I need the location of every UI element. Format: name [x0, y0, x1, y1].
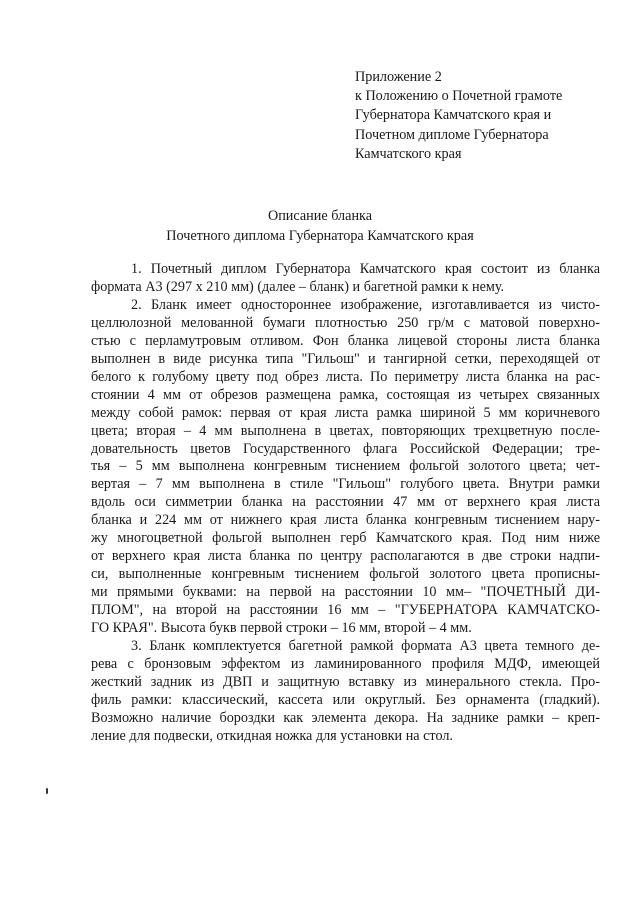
body-line: бланка и 224 мм от нижнего края листа бланка конгревным тиснением нару- [91, 512, 600, 529]
document-body [91, 261, 600, 746]
title-line: Описание бланка [267, 208, 373, 224]
title-line: Почетного диплома Губернатора Камчатского края [166, 228, 474, 244]
body-line: ГО КРАЯ". Высота букв первой строки – 16 мм, второй – 4 мм. [91, 620, 472, 637]
appendix-line: Почетном дипломе Губернатора [355, 126, 549, 143]
body-line: филь рамки: классический, кассета или округлый. Без орнамента (гладкий). [91, 691, 600, 708]
body-line: 3. Бланк комплектуется багетной рамкой формата А3 цвета темного де- [131, 638, 600, 655]
appendix-line: Губернатора Камчатского края и [355, 107, 552, 124]
scan-speck [46, 788, 48, 794]
body-line: вдоль оси симметрии бланка на расстоянии 47 мм от верхнего края листа [91, 494, 600, 511]
body-line: 1. Почетный диплом Губернатора Камчатского края состоит из бланка [131, 261, 600, 277]
body-line: ПЛОМ", на второй на расстоянии 16 мм – "ГУБЕРНАТОРА КАМЧАТСКО- [91, 602, 600, 619]
body-line: целлюлозной мелованной бумаги плотностью 250 гр/м с матовой поверхно- [91, 314, 600, 331]
body-line: рева с бронзовым эффектом из ламинированного профиля МДФ, имеющей [91, 655, 600, 672]
body-line: белого к голубому цвету под обрез листа. По периметру листа бланка на рас- [91, 368, 600, 385]
body-line: ление для подвески, откидная ножка для установки на стол. [91, 727, 453, 744]
body-line: тья – 5 мм выполнена конгревным тиснением фольгой золотого цвета; чет- [91, 458, 600, 475]
paragraph [91, 261, 600, 297]
body-line: вертая – 7 мм выполнена в стиле "Гильош" голубого цвета. Внутри рамки [91, 476, 600, 493]
body-line: довательность цветов Государственного флага Российской Федерации; тре- [91, 440, 600, 457]
body-line: цвета; вторая – 4 мм выполнена в цветах, повторяющих трехцветную после- [91, 422, 600, 439]
appendix-line: Приложение 2 [355, 69, 442, 85]
appendix-header [355, 68, 625, 164]
body-line: от верхнего края листа бланка по центру располагаются в две строки надпи- [91, 548, 600, 565]
body-line: выполнен в виде рисунка типа "Гильош" и тангирной сетки, переходящей от [91, 350, 600, 367]
paragraph [91, 297, 600, 638]
paragraph [91, 638, 600, 746]
body-line: Возможно наличие бороздки как элемента декора. На заднике рамки – креп- [91, 709, 600, 726]
appendix-line: к Положению о Почетной грамоте [355, 88, 563, 105]
body-line: ми прямыми буквами: на первой на расстоянии 10 мм– "ПОЧЕТНЫЙ ДИ- [91, 584, 600, 601]
document-title [0, 206, 640, 246]
body-line: формата А3 (297 х 210 мм) (далее – бланк) и багетной рамки к нему. [91, 278, 505, 295]
body-line: стью с перламутровым отливом. Фон бланка лицевой стороны листа бланка [91, 332, 600, 349]
body-line: жу многоцветной фольгой выполнен герб Камчатского края. Под ним ниже [91, 530, 600, 547]
body-line: стоянии 4 мм от обрезов размещена рамка, состоящая из четырех связанных [91, 386, 600, 403]
body-line: 2. Бланк имеет одностороннее изображение, изготавливается из чисто- [131, 296, 600, 313]
body-line: между собой рамок: первая от края листа рамка шириной 5 мм коричневого [91, 404, 600, 421]
body-line: си, выполненные конгревным тиснением фольгой золотого цвета прописны- [91, 566, 600, 583]
body-line: жесткий задник из ДВП и защитную вставку из минерального стекла. Про- [91, 673, 600, 690]
appendix-line: Камчатского края [355, 145, 462, 162]
